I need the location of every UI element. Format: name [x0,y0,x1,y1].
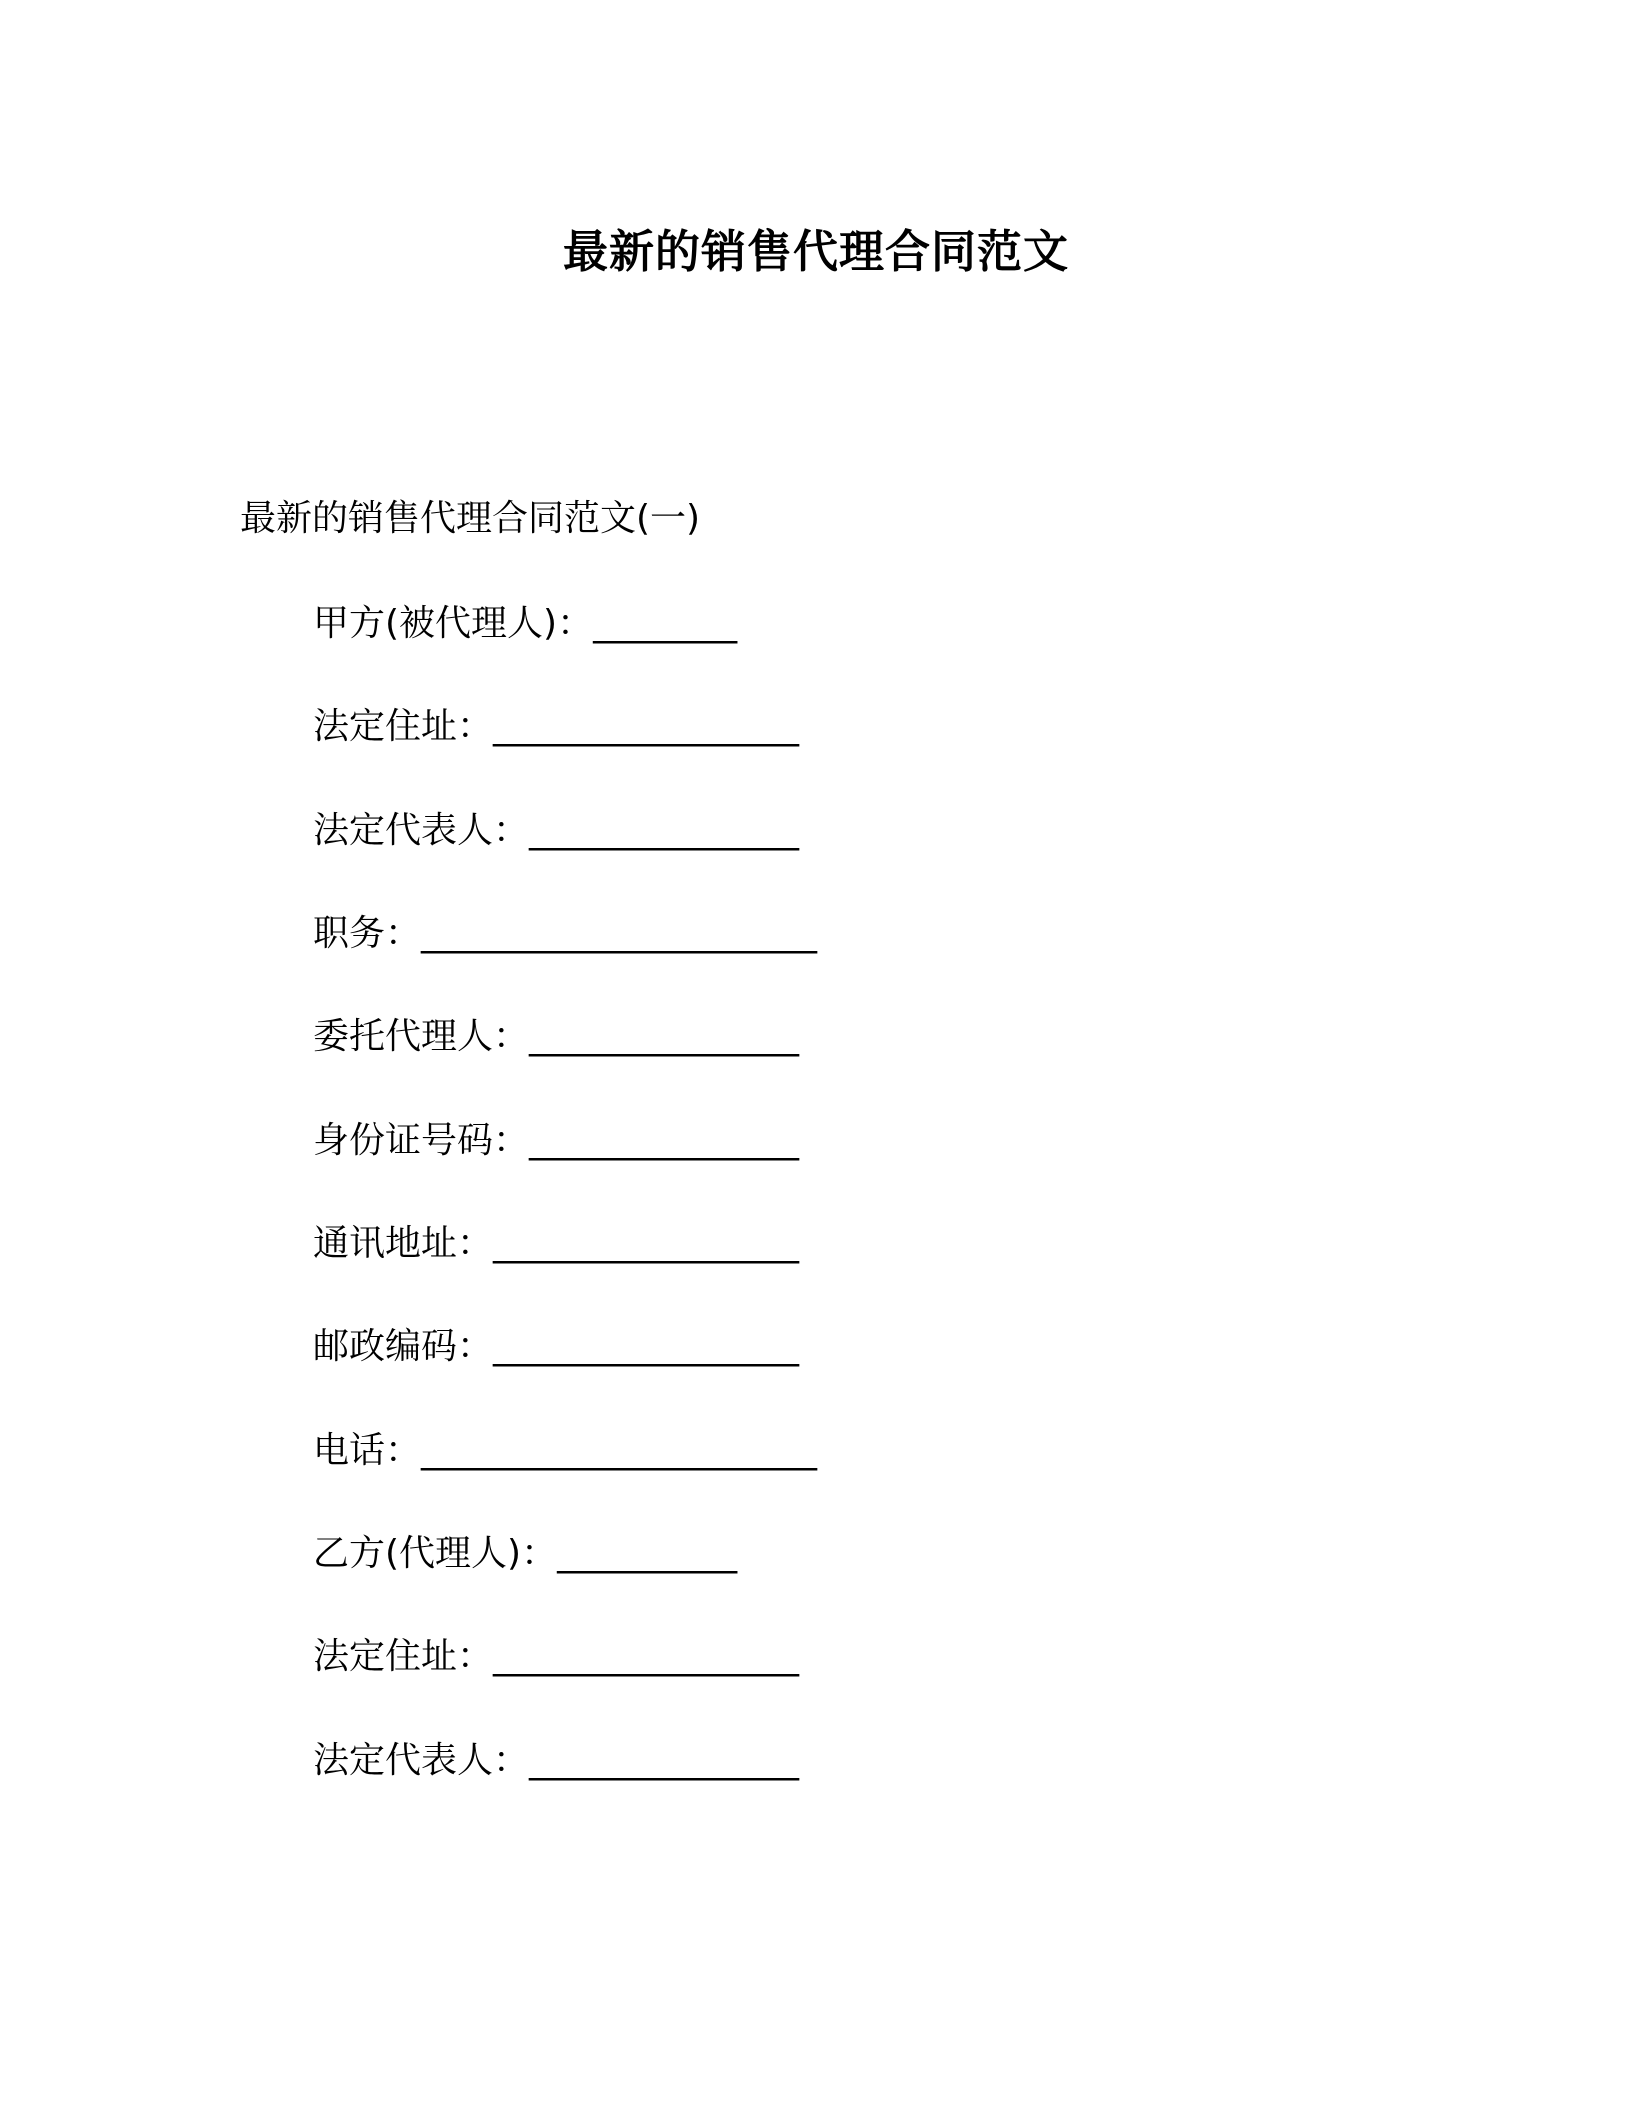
party-a-address-line: 法定住址：_________________ [313,706,800,747]
party-a-line: 甲方(被代理人)：________ [313,603,738,644]
document-title: 最新的销售代理合同范文 [562,225,1069,278]
party-b-line: 乙方(代理人)：__________ [313,1533,738,1574]
party-b-address-line: 法定住址：_________________ [313,1636,800,1677]
party-a-position-line: 职务：______________________ [313,913,818,954]
party-a-legal-rep-line: 法定代表人：_______________ [313,810,800,851]
party-b-legal-rep-line: 法定代表人：_______________ [313,1740,800,1781]
party-a-phone-line: 电话：______________________ [313,1430,818,1471]
party-a-postcode-line: 邮政编码：_________________ [313,1326,800,1367]
party-a-mailing-address-line: 通讯地址：_________________ [313,1223,800,1264]
section-heading: 最新的销售代理合同范文(一) [240,498,701,539]
party-a-id-number-line: 身份证号码：_______________ [313,1120,800,1161]
party-a-agent-line: 委托代理人：_______________ [313,1016,800,1057]
